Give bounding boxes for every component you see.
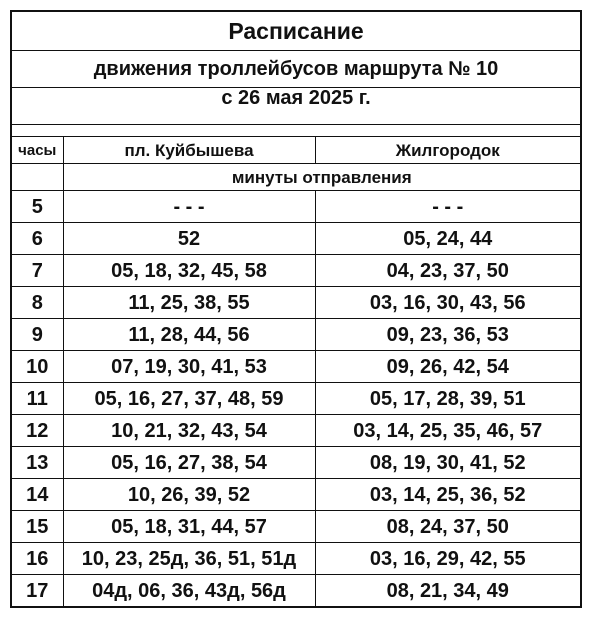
hour-cell: 14: [11, 479, 63, 511]
table-row: [11, 447, 581, 479]
column-header-stop-a: пл. Куйбышева: [63, 137, 315, 164]
table-row: [11, 543, 581, 575]
minutes-label-blank: [11, 164, 63, 191]
stop-a-minutes-cell: 05, 18, 32, 45, 58: [63, 255, 315, 287]
hour-cell: 10: [11, 351, 63, 383]
table-row: [11, 575, 581, 608]
hour-cell: 11: [11, 383, 63, 415]
stop-b-minutes-cell: - - -: [315, 191, 581, 223]
table-row: [11, 511, 581, 543]
stop-b-minutes-cell: 03, 16, 29, 42, 55: [315, 543, 581, 575]
stop-b-minutes-cell: 09, 23, 36, 53: [315, 319, 581, 351]
timetable: [10, 10, 582, 608]
timetable-subtitle: движения троллейбусов маршрута № 10: [11, 51, 581, 88]
stop-a-minutes-cell: 11, 28, 44, 56: [63, 319, 315, 351]
minutes-label: минуты отправления: [63, 164, 581, 191]
stop-a-minutes-cell: 10, 23, 25д, 36, 51, 51д: [63, 543, 315, 575]
stop-a-minutes-cell: 05, 18, 31, 44, 57: [63, 511, 315, 543]
table-row: [11, 479, 581, 511]
column-header-stop-b: Жилгородок: [315, 137, 581, 164]
table-row: [11, 415, 581, 447]
stop-a-minutes-cell: 04д, 06, 36, 43д, 56д: [63, 575, 315, 608]
timetable-sheet: [10, 10, 580, 630]
hour-cell: 8: [11, 287, 63, 319]
table-row: [11, 383, 581, 415]
stop-b-minutes-cell: 08, 19, 30, 41, 52: [315, 447, 581, 479]
table-row: [11, 223, 581, 255]
stop-b-minutes-cell: 04, 23, 37, 50: [315, 255, 581, 287]
stop-a-minutes-cell: 11, 25, 38, 55: [63, 287, 315, 319]
table-row: [11, 319, 581, 351]
date-gap-cell: [11, 125, 581, 137]
hour-cell: 17: [11, 575, 63, 608]
hour-cell: 15: [11, 511, 63, 543]
stop-b-minutes-cell: 05, 17, 28, 39, 51: [315, 383, 581, 415]
stop-b-minutes-cell: 03, 16, 30, 43, 56: [315, 287, 581, 319]
stop-a-minutes-cell: 10, 26, 39, 52: [63, 479, 315, 511]
stop-a-minutes-cell: 05, 16, 27, 38, 54: [63, 447, 315, 479]
stop-a-minutes-cell: 10, 21, 32, 43, 54: [63, 415, 315, 447]
stop-a-minutes-cell: 07, 19, 30, 41, 53: [63, 351, 315, 383]
table-row: [11, 255, 581, 287]
stop-b-minutes-cell: 08, 24, 37, 50: [315, 511, 581, 543]
hour-cell: 16: [11, 543, 63, 575]
stop-b-minutes-cell: 09, 26, 42, 54: [315, 351, 581, 383]
effective-date: с 26 мая 2025 г.: [11, 88, 581, 125]
stop-b-minutes-cell: 03, 14, 25, 36, 52: [315, 479, 581, 511]
hour-cell: 7: [11, 255, 63, 287]
hour-cell: 13: [11, 447, 63, 479]
timetable-title: Расписание: [11, 11, 581, 51]
table-row: [11, 191, 581, 223]
stop-a-minutes-cell: - - -: [63, 191, 315, 223]
column-header-hour: часы: [11, 137, 63, 164]
table-row: [11, 351, 581, 383]
table-row: [11, 287, 581, 319]
stop-b-minutes-cell: 05, 24, 44: [315, 223, 581, 255]
hour-cell: 12: [11, 415, 63, 447]
stop-b-minutes-cell: 03, 14, 25, 35, 46, 57: [315, 415, 581, 447]
hour-cell: 6: [11, 223, 63, 255]
hour-cell: 9: [11, 319, 63, 351]
stop-a-minutes-cell: 52: [63, 223, 315, 255]
hour-cell: 5: [11, 191, 63, 223]
stop-a-minutes-cell: 05, 16, 27, 37, 48, 59: [63, 383, 315, 415]
stop-b-minutes-cell: 08, 21, 34, 49: [315, 575, 581, 608]
